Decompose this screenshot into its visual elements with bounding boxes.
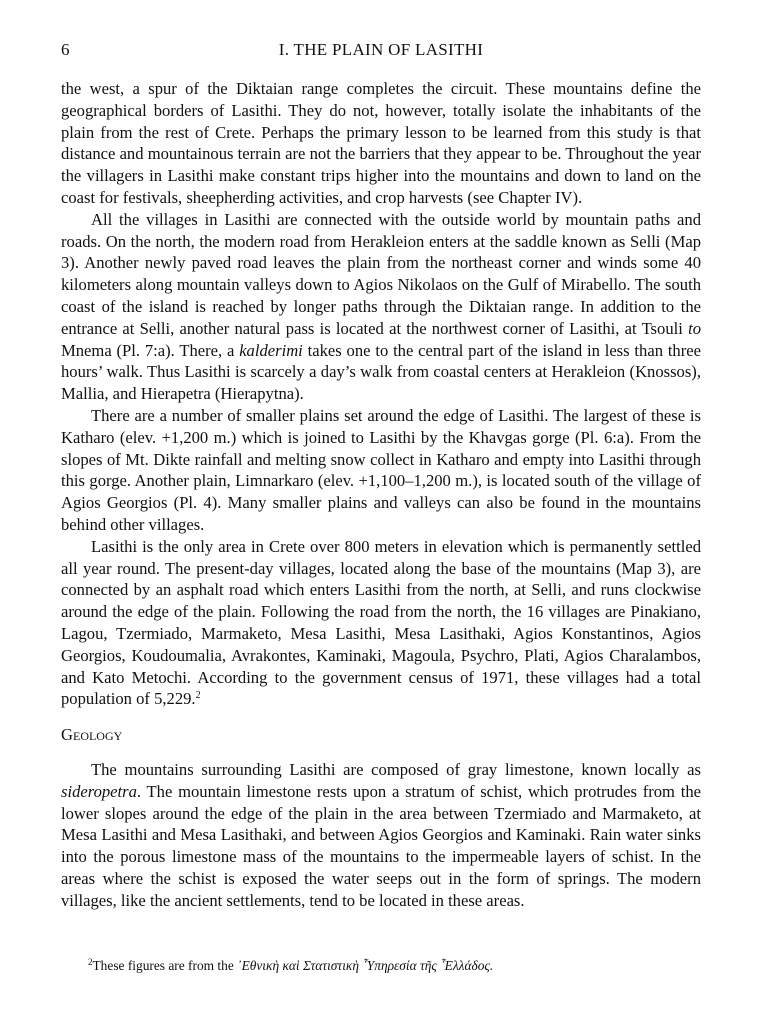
paragraph-2	[61, 209, 701, 405]
paragraph-2-italic-to: to	[688, 318, 701, 338]
paragraph-1-text: the west, a spur of the Diktaian range completes the circuit. These mountains define the geographical borders of Lasithi. They do not, however, totally isolate the inhabitants of the plain from the rest of Crete. Perhaps the primary lesson to be learned from this study is that distance and mountainous terrain are not the barriers that they appear to be. Throughout the year the villagers in Lasithi make constant trips higher into the mountains and down to land on the coast for festivals, sheepherding activities, and crop harvests (see Chapter IV).	[61, 79, 701, 207]
section-heading-geology: Geology	[61, 725, 123, 745]
paragraph-4-text: Lasithi is the only area in Crete over 800 meters in elevation which is permanently settled all year round. The present-day villages, located along the base of the mountains (Map 3), are connected by an asphalt road which enters Lasithi from the north, at Selli, and runs clockwise around the edge of the plain. Following the road from the north, the 16 villages are Pinakiano, Lagou, Tzermiado, Marmaketo, Mesa Lasithi, Mesa Lasithaki, Agios Konstantinos, Agios Georgios, Koudoumalia, Avrakontes, Kaminaki, Magoula, Psychro, Plati, Agios Charalambos, and Kato Metochi. According to the government census of 1971, these villages had a total population of 5,229.	[61, 536, 701, 709]
footnote-marker: 2	[88, 957, 93, 967]
paragraph-2-italic-kalderimi: kalderimi	[239, 340, 303, 360]
body-text	[61, 78, 701, 911]
paragraph-5	[61, 759, 701, 912]
paragraph-5-italic-sideropetra: sideropetra	[61, 781, 137, 801]
chapter-title: I. THE PLAIN OF LASITHI	[278, 40, 484, 59]
paragraph-5-text-a: The mountains surrounding Lasithi are composed of gray limestone, known locally as	[91, 759, 701, 779]
footnote	[88, 957, 708, 974]
paragraph-2-text-b: Mnema (Pl. 7:a). There, a	[61, 340, 240, 360]
footnote-text: These figures are from the	[92, 958, 238, 973]
footnote-reference[interactable]: 2	[195, 690, 201, 702]
paragraph-3-text: There are a number of smaller plains set around the edge of Lasithi. The largest of these is Katharo (elev. +1,200 m.) which is joined to Lasithi by the Khavgas gorge (Pl. 6:a). From the slopes of Mt. Dikte rainfall and melting snow collect in Katharo and empty into Lasithi through this gorge. Another plain, Limnarkaro (elev. +1,100–1,200 m.), is located south of the village of Agios Georgios (Pl. 4). Many smaller plains and valleys can also be found in the mountains behind other villages.	[61, 405, 701, 534]
paragraph-5-text-b: . The mountain limestone rests upon a stratum of schist, which protrudes from the lower slopes around the edge of the plain in the area between Tzermiado and Marmaketo, at Mesa Lasithi and Mesa Lasithaki, and between Agios Georgios and Kaminaki. Rain water sinks into the porous limestone mass of the mountains to the impermeable layers of schist. In the areas where the schist is exposed the water seeps out in the form of springs. The modern villages, like the ancient settlements, tend to be located in these areas.	[61, 781, 701, 910]
paragraph-3	[61, 405, 701, 536]
paragraph-1	[61, 78, 701, 209]
page-number: 6	[61, 40, 70, 59]
paragraph-4	[61, 536, 701, 710]
paragraph-2-text-a: All the villages in Lasithi are connected with the outside world by mountain paths and roads. On the north, the modern road from Herakleion enters at the saddle known as Selli (Map 3). Another newly paved road leaves the plain from the northeast corner and winds some 40 kilometers along mountain valleys down to Agios Nikolaos on the Gulf of Mirabello. The south coast of the island is reached by longer paths through the Diktaian range. In addition to the entrance at Selli, another natural pass is located at the northwest corner of Lasithi, at Tsouli	[61, 209, 701, 338]
running-head	[61, 40, 701, 62]
paragraph-2-text-c: takes one to the central part of the island in less than three hours’ walk. Thus Lasithi is scarcely a day’s walk from coastal centers at Herakleion (Knossos), Mallia, and Hierapetra (Hierapytna).	[61, 340, 701, 404]
footnote-greek-title: ᾿Εθνικὴ καὶ Στατιστικὴ ῟Υπηρεσία τῆς ῟Ελλάδος.	[237, 958, 494, 973]
